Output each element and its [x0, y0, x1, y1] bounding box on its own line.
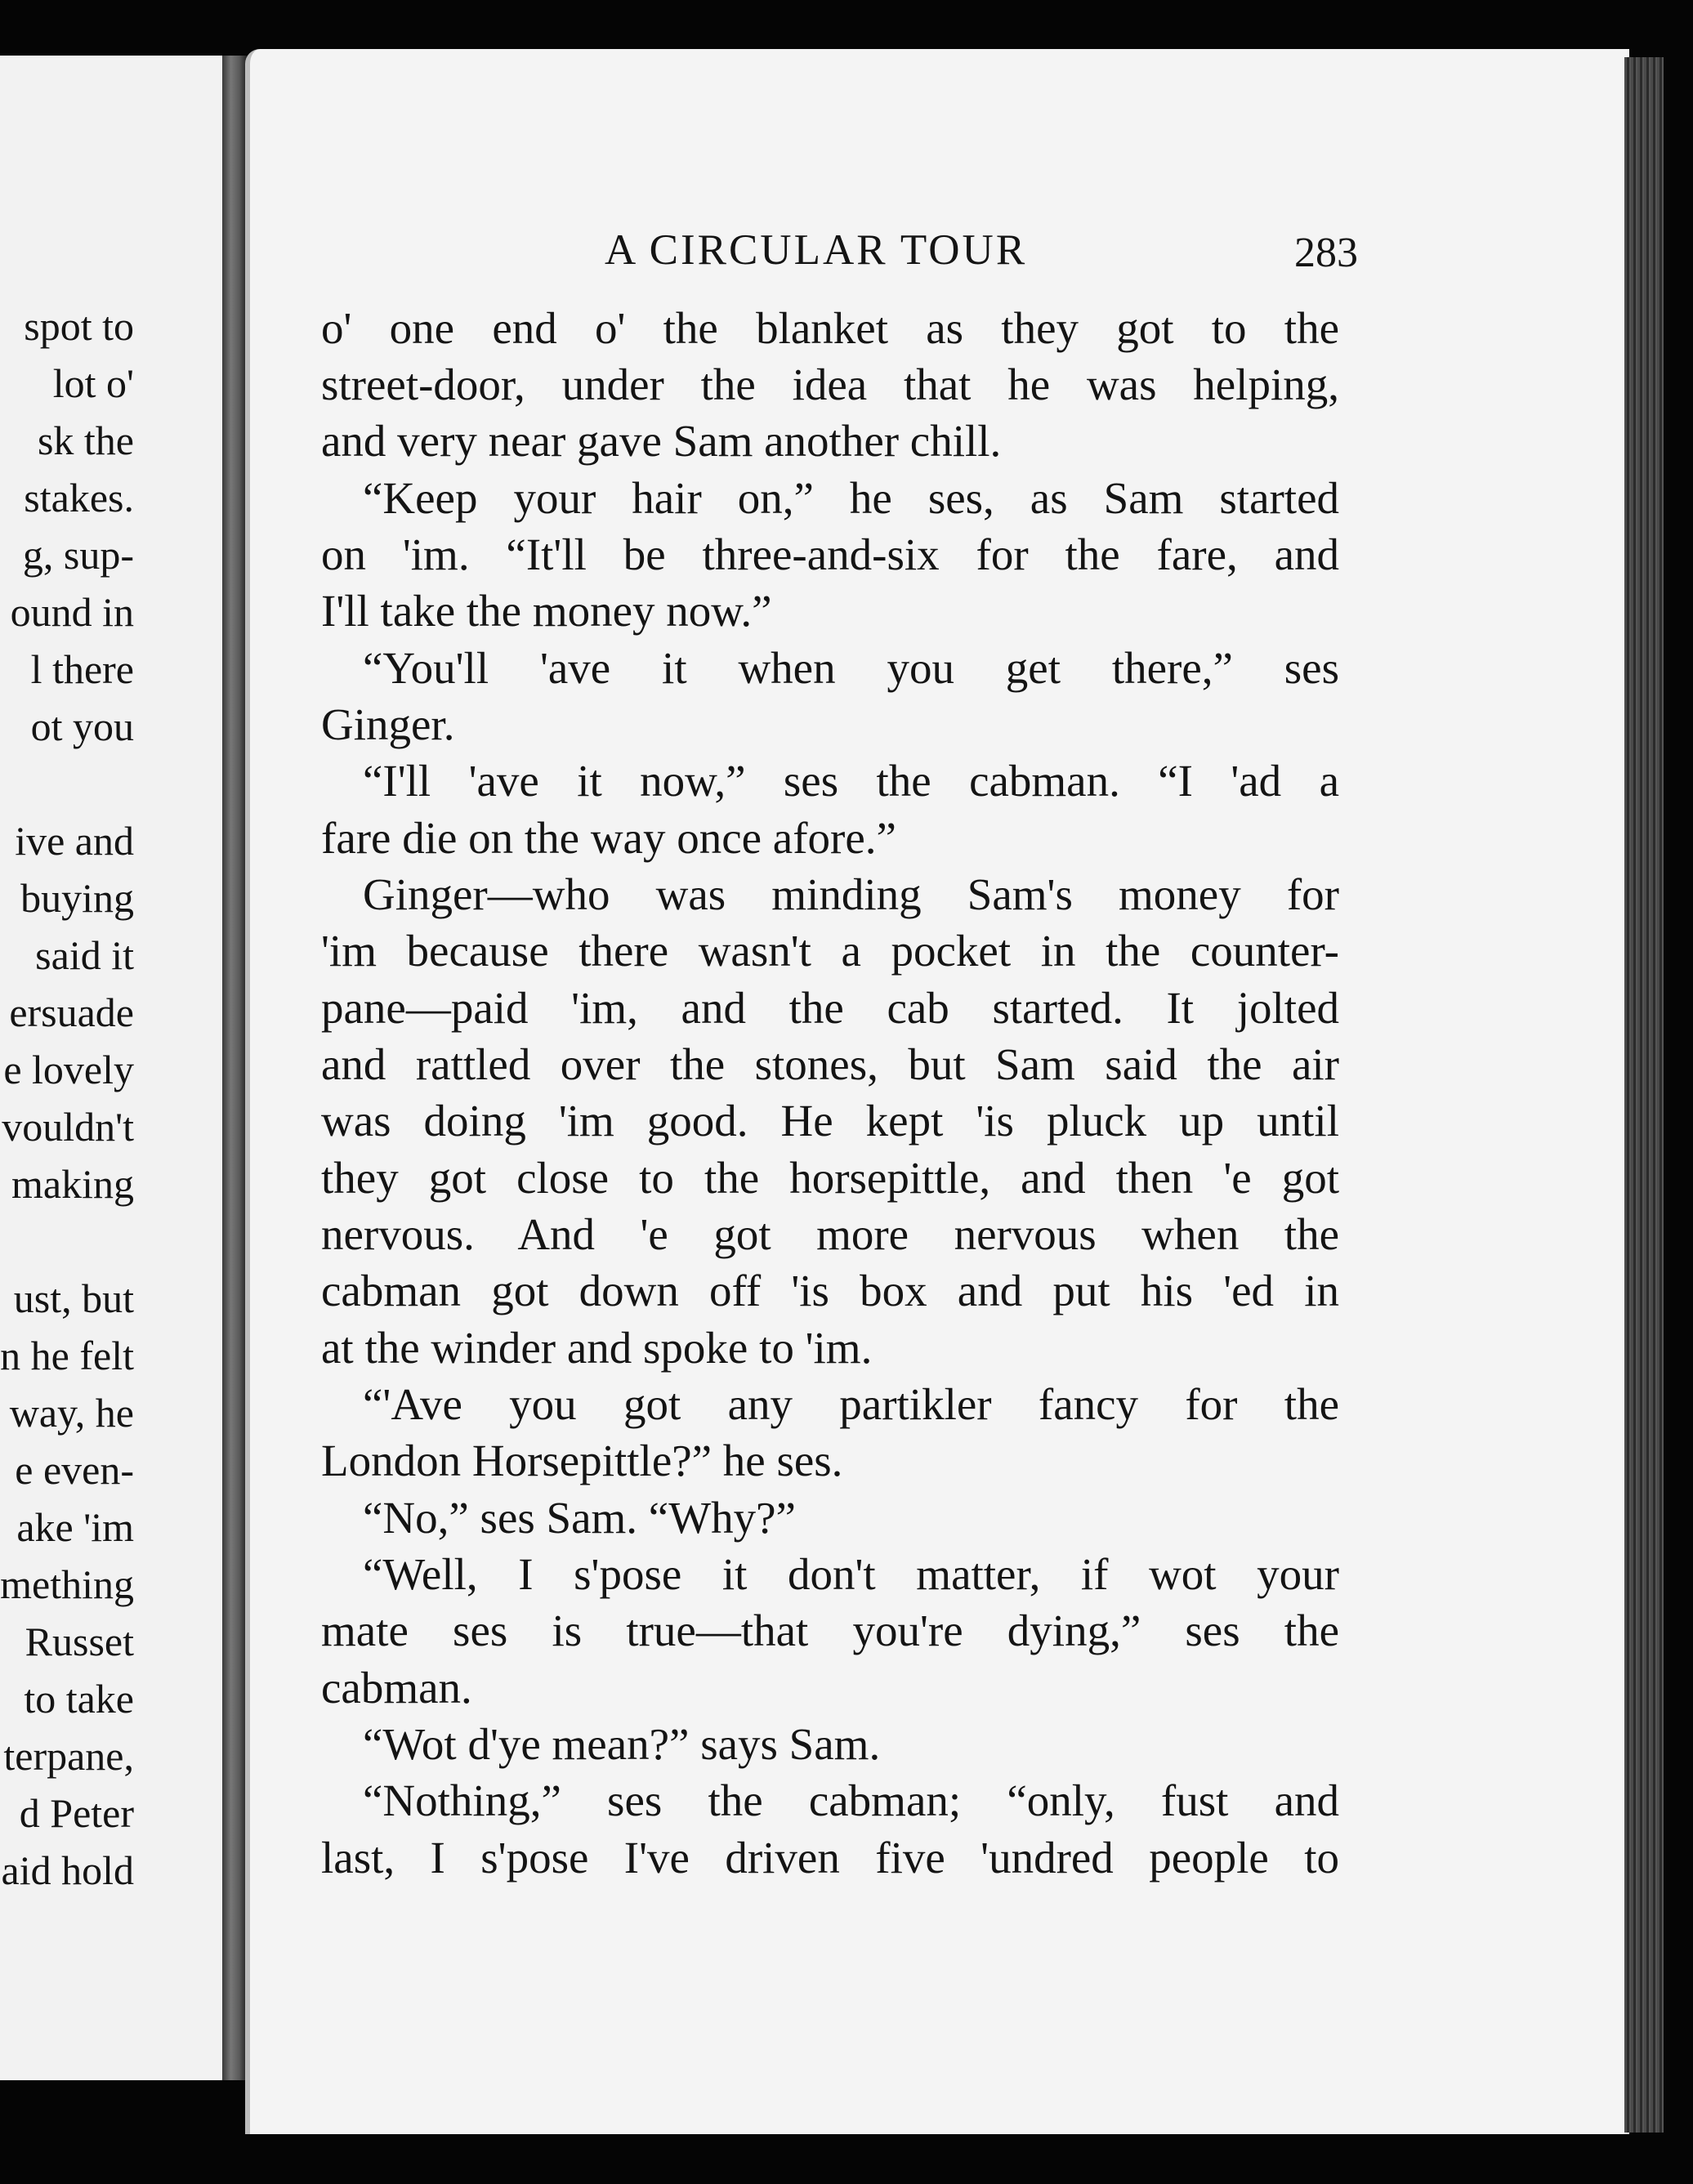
text-line: nervous. And 'e got more nervous when the	[321, 1209, 1339, 1259]
left-page-line: ake 'im	[16, 1504, 134, 1550]
left-page	[0, 56, 226, 2080]
running-head: A CIRCULAR TOUR	[605, 226, 1028, 274]
left-page-line: g, sup-	[22, 532, 134, 578]
text-line: cabman got down off 'is box and put his 'ed in	[321, 1266, 1339, 1315]
text-line: 'im because there wasn't a pocket in the counter-	[321, 926, 1339, 976]
text-line: “No,” ses Sam. “Why?”	[363, 1493, 796, 1543]
text-line: last, I s'pose I've driven five 'undred people to	[321, 1833, 1339, 1883]
left-page-line: lot o'	[52, 360, 134, 406]
text-line: Ginger—who was minding Sam's money for	[363, 869, 1339, 919]
text-line: “'Ave you got any partikler fancy for the	[363, 1379, 1339, 1429]
left-page-line: ot you	[30, 703, 134, 749]
page-number: 283	[1294, 230, 1358, 276]
page-edges	[1624, 57, 1664, 2133]
left-page-line: buying	[20, 875, 134, 921]
book-gutter	[222, 56, 247, 2080]
text-line: street-door, under the idea that he was helping,	[321, 360, 1339, 409]
left-page-line: e lovely	[3, 1047, 134, 1092]
left-page-line: n he felt	[0, 1333, 134, 1378]
left-page-line: ound in	[10, 589, 134, 635]
text-line: “I'll 'ave it now,” ses the cabman. “I 'ad a	[363, 756, 1339, 806]
text-line: London Horsepittle?” he ses.	[321, 1436, 843, 1485]
text-line: “Wot d'ye mean?” says Sam.	[363, 1719, 881, 1769]
left-page-line: to take	[24, 1676, 134, 1722]
text-line: “You'll 'ave it when you get there,” ses	[363, 643, 1339, 693]
left-page-line: spot to	[24, 303, 134, 349]
left-page-line: making	[11, 1161, 134, 1207]
left-page-line: l there	[30, 646, 134, 692]
left-page-line: sk the	[37, 418, 134, 463]
left-page-line: ust, but	[13, 1275, 134, 1321]
text-line: fare die on the way once afore.”	[321, 813, 896, 863]
left-page-line: terpane,	[3, 1733, 134, 1779]
left-page-line: ive and	[15, 818, 134, 864]
left-page-line: mething	[0, 1561, 134, 1607]
text-line: Ginger.	[321, 699, 455, 749]
text-line: and rattled over the stones, but Sam said the air	[321, 1039, 1339, 1089]
text-line: cabman.	[321, 1663, 472, 1713]
text-line: “Well, I s'pose it don't matter, if wot your	[363, 1549, 1339, 1599]
text-line: mate ses is true—that you're dying,” ses the	[321, 1606, 1339, 1655]
text-line: pane—paid 'im, and the cab started. It jolted	[321, 983, 1339, 1033]
left-page-line: ersuade	[9, 989, 134, 1035]
text-line: “Keep your hair on,” he ses, as Sam started	[363, 473, 1339, 523]
left-page-line: said it	[35, 932, 134, 978]
left-page-line: aid hold	[1, 1847, 134, 1893]
text-line: they got close to the horsepittle, and then 'e got	[321, 1153, 1339, 1203]
text-line: on 'im. “It'll be three-and-six for the fare, and	[321, 529, 1339, 579]
left-page-line: way, he	[9, 1390, 134, 1436]
text-line: o' one end o' the blanket as they got to the	[321, 303, 1339, 353]
left-page-line: e even-	[15, 1447, 134, 1493]
text-line: I'll take the money now.”	[321, 586, 772, 636]
text-line: and very near gave Sam another chill.	[321, 416, 1002, 466]
text-line: at the winder and spoke to 'im.	[321, 1323, 873, 1373]
left-page-line: d Peter	[19, 1790, 134, 1836]
left-page-line: stakes.	[24, 475, 134, 520]
text-line: was doing 'im good. He kept 'is pluck up until	[321, 1096, 1339, 1146]
left-page-line: Russet	[25, 1619, 134, 1664]
left-page-line: vouldn't	[2, 1104, 134, 1150]
text-line: “Nothing,” ses the cabman; “only, fust and	[363, 1775, 1339, 1825]
